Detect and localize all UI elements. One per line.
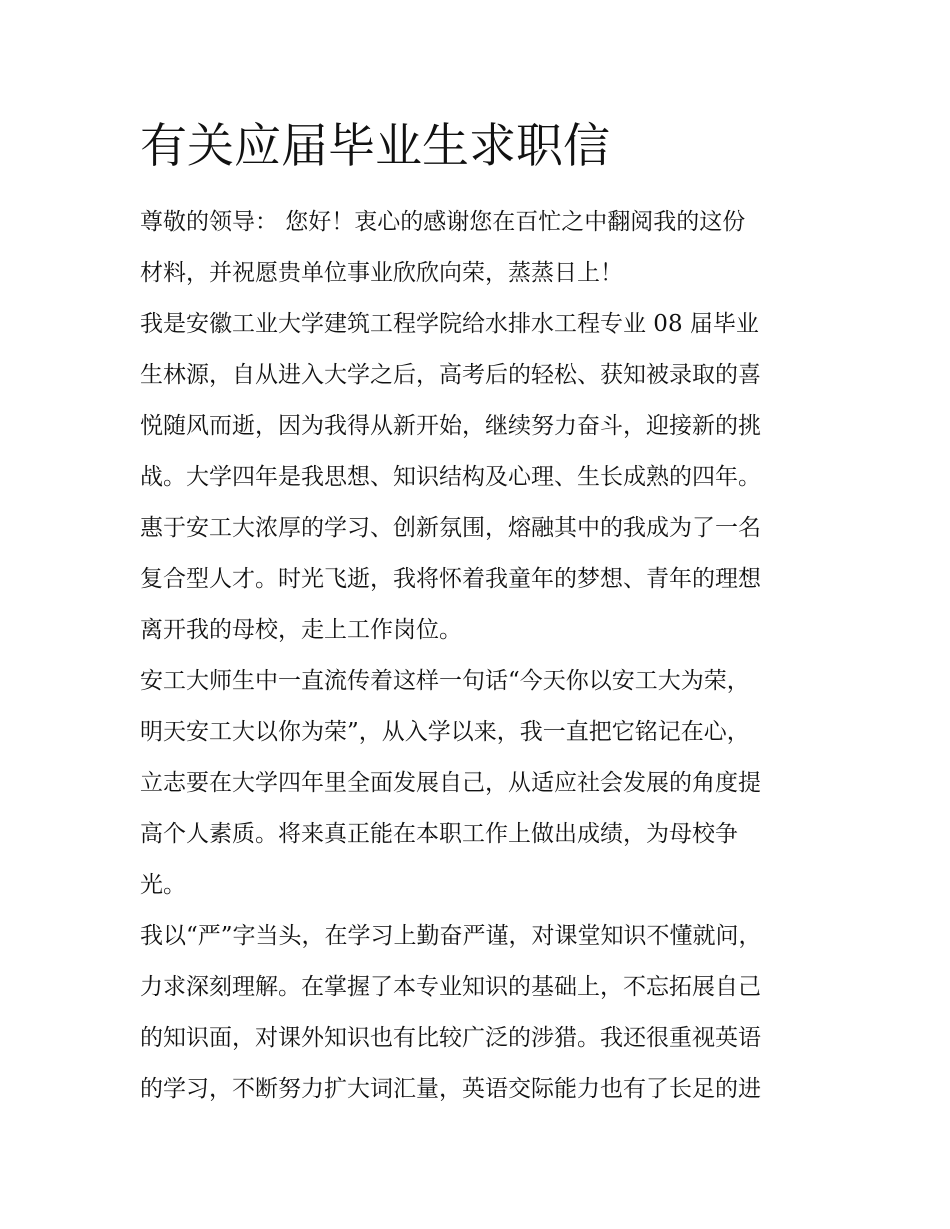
body-line: 悦随风而逝，因为我得从新开始，继续努力奋斗，迎接新的挑 — [140, 413, 761, 439]
body-line: 力求深刻理解。在掌握了本专业知识的基础上，不忘拓展自己 — [140, 974, 761, 1000]
body-line: 复合型人才。时光飞逝，我将怀着我童年的梦想、青年的理想 — [140, 566, 761, 592]
body-line: 高个人素质。将来真正能在本职工作上做出成绩，为母校争 — [140, 821, 738, 847]
body-line: 尊敬的领导： 您好！衷心的感谢您在百忙之中翻阅我的这份 — [140, 209, 746, 235]
body-line: 战。大学四年是我思想、知识结构及心理、生长成熟的四年。 — [140, 464, 761, 490]
body-line: 安工大师生中一直流传着这样一句话“今天你以安工大为荣， — [140, 668, 750, 694]
document-title: 有关应届毕业生求职信 — [140, 119, 610, 174]
body-line: 我以“严”字当头，在学习上勤奋严谨，对课堂知识不懂就问， — [140, 923, 762, 949]
body-line: 生林源，自从进入大学之后，高考后的轻松、获知被录取的喜 — [140, 362, 761, 388]
body-line: 我是安徽工业大学建筑工程学院给水排水工程专业 08 届毕业 — [140, 311, 759, 337]
body-line: 材料，并祝愿贵单位事业欣欣向荣，蒸蒸日上！ — [140, 260, 623, 286]
body-line: 的学习，不断努力扩大词汇量，英语交际能力也有了长足的进 — [140, 1076, 761, 1102]
body-line: 立志要在大学四年里全面发展自己，从适应社会发展的角度提 — [140, 770, 761, 796]
body-line: 离开我的母校，走上工作岗位。 — [140, 617, 462, 643]
body-line: 惠于安工大浓厚的学习、创新氛围，熔融其中的我成为了一名 — [140, 515, 761, 541]
letter-body — [140, 197, 820, 1115]
body-line: 明天安工大以你为荣”，从入学以来，我一直把它铭记在心， — [140, 719, 750, 745]
body-line: 的知识面，对课外知识也有比较广泛的涉猎。我还很重视英语 — [140, 1025, 761, 1051]
body-line: 光。 — [140, 872, 186, 898]
